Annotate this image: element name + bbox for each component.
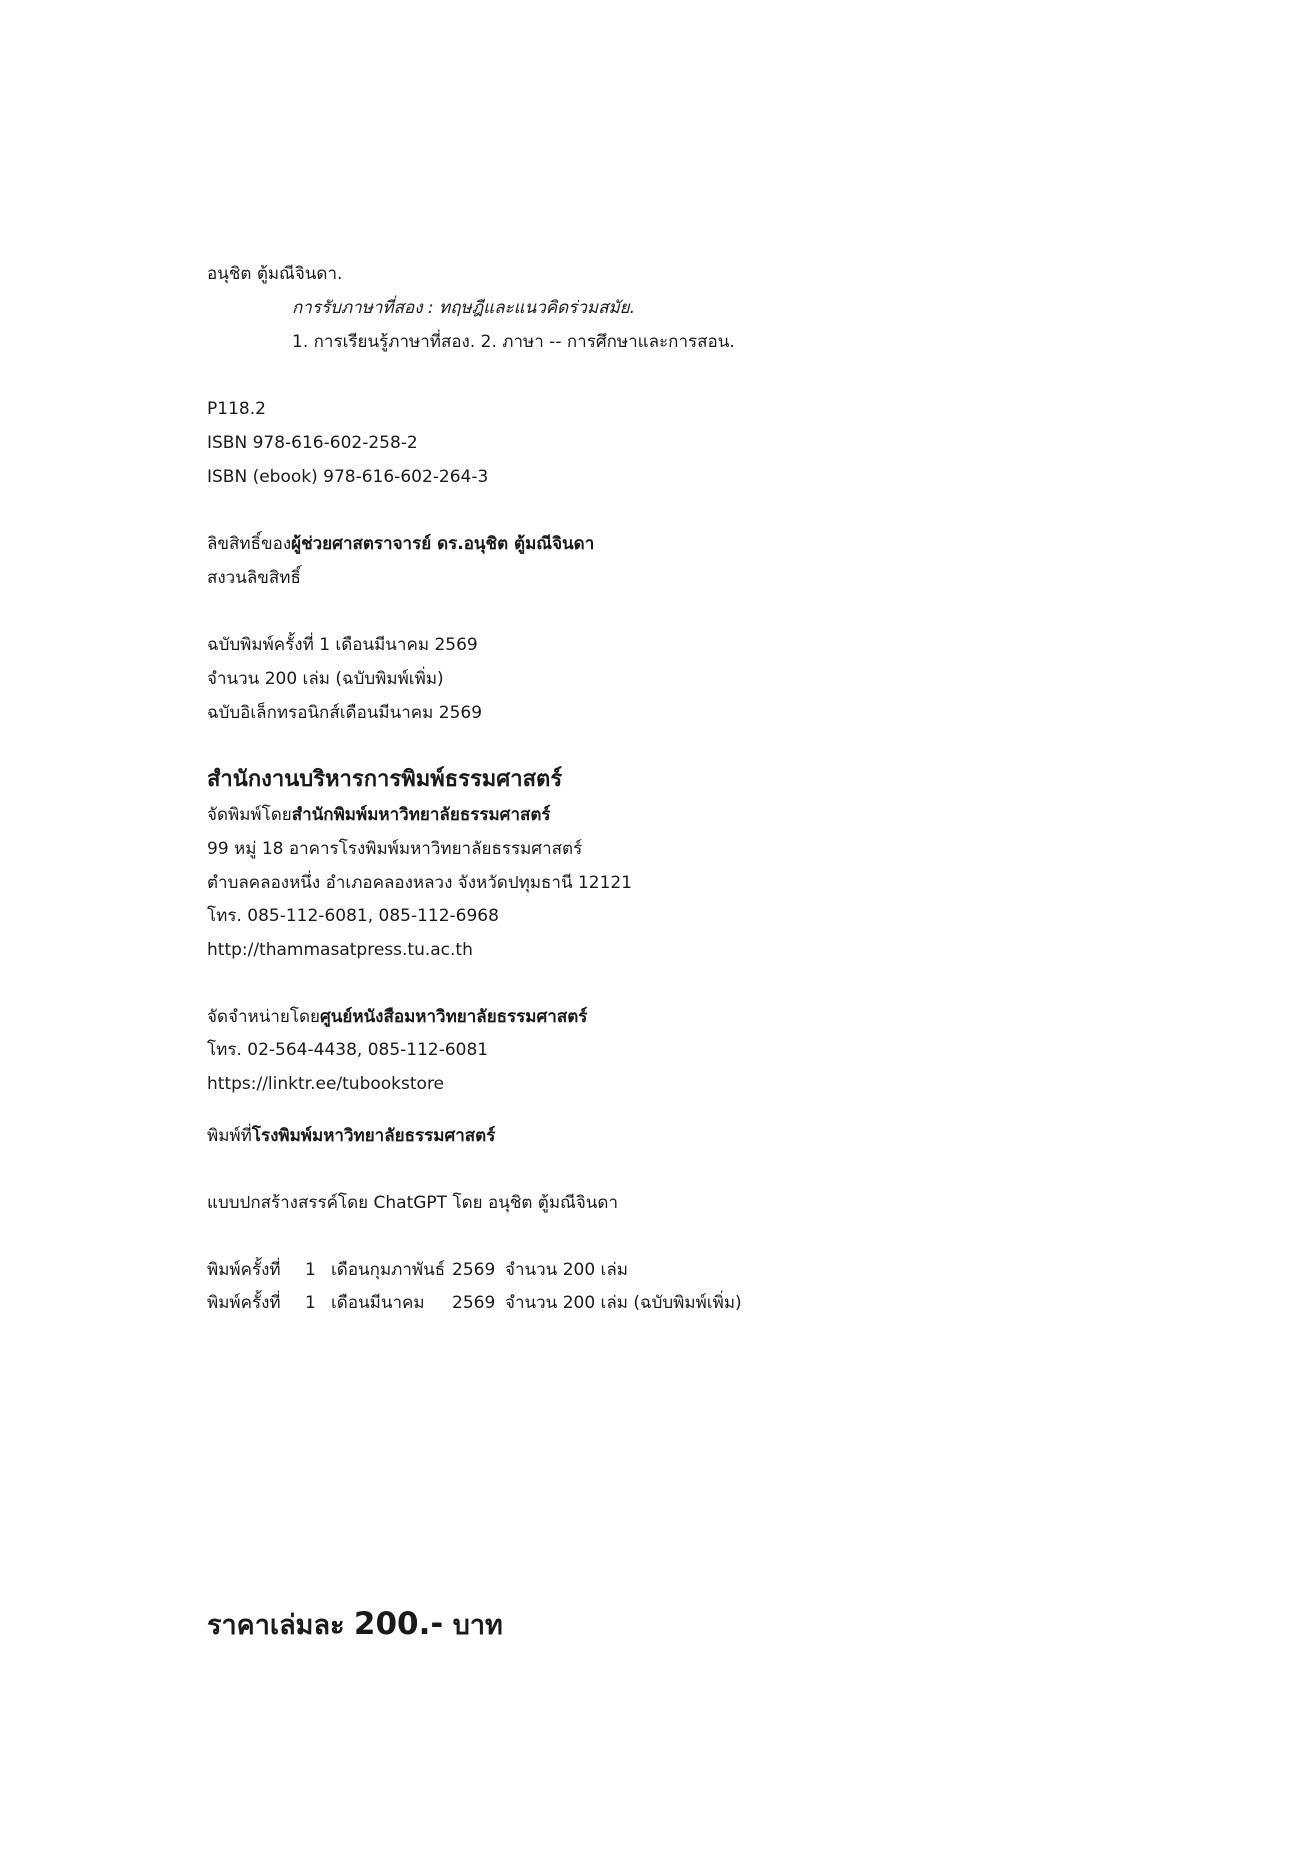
- cip-author: อนุชิต ตู้มณีจินดา.: [207, 264, 343, 284]
- copyright-reserved: สงวนลิขสิทธิ์: [207, 568, 301, 588]
- distributor-phone: โทร. 02-564-4438, 085-112-6081: [207, 1040, 489, 1060]
- edition-first-print: ฉบับพิมพ์ครั้งที่ 1 เดือนมีนาคม 2569: [207, 635, 478, 655]
- copyright-prefix: ลิขสิทธิ์ของ: [207, 534, 292, 554]
- publisher-office: สำนักงานบริหารการพิมพ์ธรรมศาสตร์: [207, 767, 563, 792]
- edition-ebook: ฉบับอิเล็กทรอนิกส์เดือนมีนาคม 2569: [207, 703, 483, 723]
- price-amount: 200.-: [353, 1606, 444, 1642]
- printer-line: [207, 1124, 495, 1148]
- distributor-website: https://linktr.ee/tubookstore: [207, 1074, 445, 1094]
- print-month: เดือนกุมภาพันธ์: [331, 1260, 446, 1280]
- edition-copies: จำนวน 200 เล่ม (ฉบับพิมพ์เพิ่ม): [207, 669, 444, 689]
- print-year: 2569: [452, 1260, 496, 1280]
- cip-title: การรับภาษาที่สอง : ทฤษฎีและแนวคิดร่วมสมัย.: [292, 298, 636, 318]
- cip-isbn: ISBN 978-616-602-258-2: [207, 433, 418, 453]
- cip-isbn-ebook: ISBN (ebook) 978-616-602-264-3: [207, 467, 489, 487]
- cip-subjects: 1. การเรียนรู้ภาษาที่สอง. 2. ภาษา -- การศึกษาและการสอน.: [292, 332, 735, 352]
- publisher-address-2: ตำบลคลองหนึ่ง อำเภอคลองหลวง จังหวัดปทุมธานี 12121: [207, 873, 633, 893]
- publisher-phone: โทร. 085-112-6081, 085-112-6968: [207, 906, 499, 926]
- cip-call-number: P118.2: [207, 399, 266, 419]
- published-prefix: จัดพิมพ์โดย: [207, 805, 292, 825]
- print-label: พิมพ์ครั้งที่: [207, 1260, 281, 1280]
- print-year: 2569: [452, 1293, 496, 1313]
- print-copies: จำนวน 200 เล่ม (ฉบับพิมพ์เพิ่ม): [505, 1293, 742, 1313]
- cover-credit: แบบปกสร้างสรรค์โดย ChatGPT โดย อนุชิต ตู้มณีจินดา: [207, 1193, 618, 1213]
- price-label: ราคาเล่มละ: [207, 1610, 345, 1641]
- publisher-website: http://thammasatpress.tu.ac.th: [207, 940, 473, 960]
- print-number: 1: [305, 1293, 316, 1313]
- copyright-holder: ผู้ช่วยศาสตราจารย์ ดร.อนุชิต ตู้มณีจินดา: [291, 534, 595, 554]
- published-by: สำนักพิมพ์มหาวิทยาลัยธรรมศาสตร์: [291, 805, 551, 825]
- price-unit: บาท: [452, 1610, 503, 1641]
- distributor-name: ศูนย์หนังสือมหาวิทยาลัยธรรมศาสตร์: [319, 1007, 588, 1027]
- distributor-prefix: จัดจำหน่ายโดย: [207, 1007, 320, 1027]
- distributor-line: [207, 1005, 587, 1029]
- printer-name: โรงพิมพ์มหาวิทยาลัยธรรมศาสตร์: [251, 1126, 496, 1146]
- print-label: พิมพ์ครั้งที่: [207, 1293, 281, 1313]
- print-copies: จำนวน 200 เล่ม: [505, 1260, 628, 1280]
- print-month: เดือนมีนาคม: [331, 1293, 425, 1313]
- print-number: 1: [305, 1260, 316, 1280]
- printer-prefix: พิมพ์ที่: [207, 1126, 252, 1146]
- publisher-address-1: 99 หมู่ 18 อาคารโรงพิมพ์มหาวิทยาลัยธรรมศาสตร์: [207, 839, 583, 859]
- publisher-line: [207, 803, 551, 827]
- price-line: [207, 1606, 503, 1644]
- copyright-line: [207, 532, 594, 556]
